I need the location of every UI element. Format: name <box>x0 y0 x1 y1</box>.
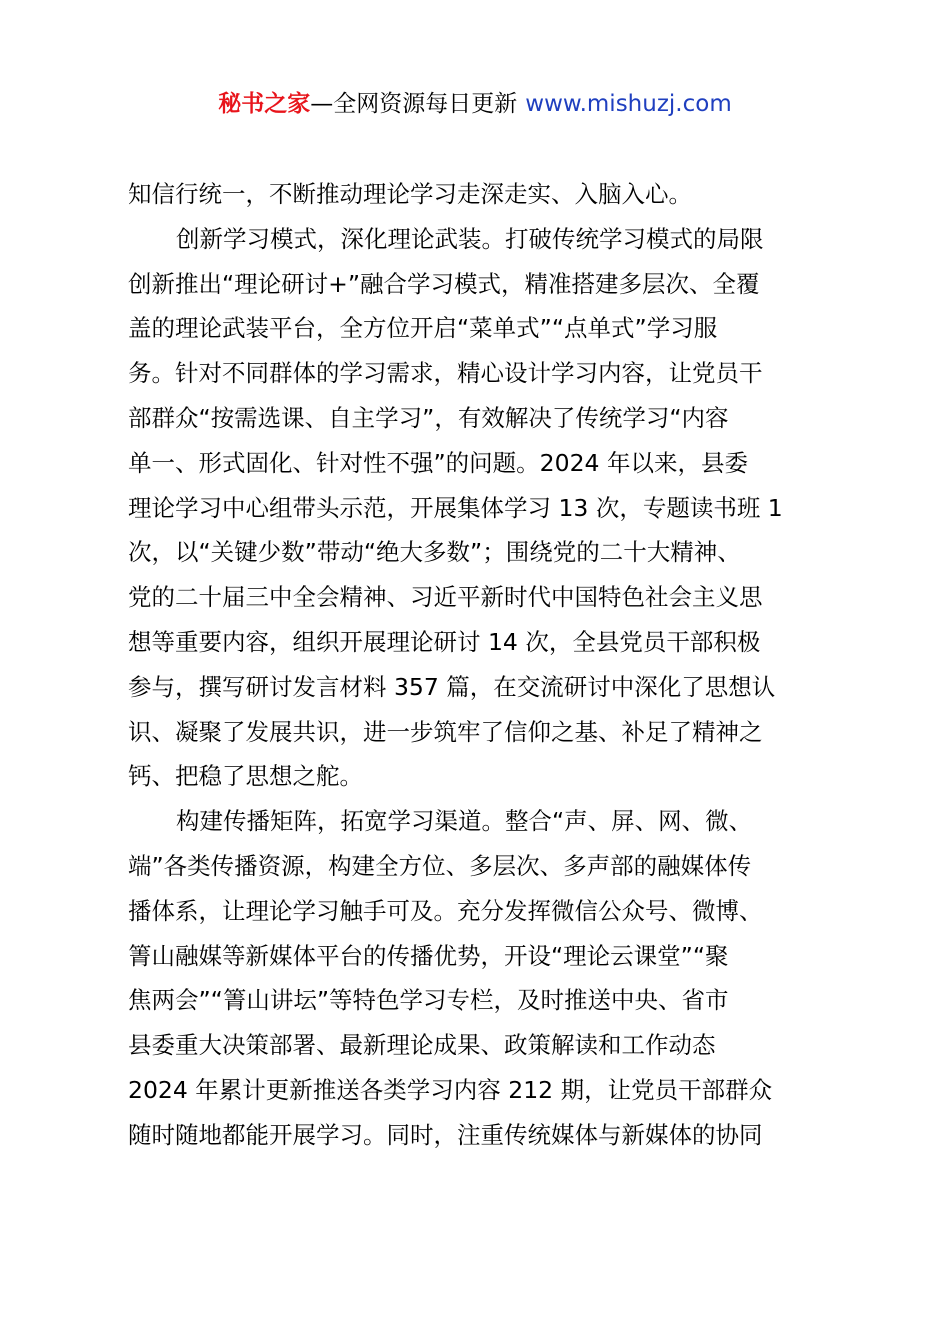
body-line: 识、凝聚了发展共识，进一步筑牢了信仰之基、补足了精神之 <box>128 717 763 746</box>
header-tagline: —全网资源每日更新 <box>310 91 518 117</box>
body-line: 理论学习中心组带头示范，开展集体学习 13 次，专题读书班 1 <box>128 493 783 522</box>
site-url-link[interactable]: www.mishuzj.com <box>525 91 732 117</box>
body-line: 随时随地都能开展学习。同时，注重传统媒体与新媒体的协同 <box>128 1120 763 1149</box>
body-line: 焦两会”“箐山讲坛”等特色学习专栏，及时推送中央、省市 <box>128 986 729 1015</box>
body-line: 想等重要内容，组织开展理论研讨 14 次，全县党员干部积极 <box>128 627 761 656</box>
body-line: 盖的理论武装平台，全方位开启“菜单式”“点单式”学习服 <box>128 314 718 343</box>
body-line: 参与，撰写研讨发言材料 357 篇，在交流研讨中深化了思想认 <box>128 672 776 701</box>
paragraph-start-line: 构建传播矩阵，拓宽学习渠道。整合“声、屏、网、微、 <box>176 807 753 836</box>
body-line: 务。针对不同群体的学习需求，精心设计学习内容，让党员干 <box>128 359 763 388</box>
body-line: 县委重大决策部署、最新理论成果、政策解读和工作动态 <box>128 1031 716 1060</box>
body-line: 创新推出“理论研讨+”融合学习模式，精准搭建多层次、全覆 <box>128 269 760 298</box>
brand-name: 秘书之家 <box>218 91 311 117</box>
site-header <box>0 88 950 120</box>
body-line: 端”各类传播资源，构建全方位、多层次、多声部的融媒体传 <box>128 851 752 880</box>
paragraph-start-line: 创新学习模式，深化理论武装。打破传统学习模式的局限 <box>176 224 764 253</box>
body-line: 次，以“关键少数”带动“绝大多数”；围绕党的二十大精神、 <box>128 538 741 567</box>
body-line: 知信行统一，不断推动理论学习走深走实、入脑入心。 <box>128 180 692 208</box>
body-line: 箐山融媒等新媒体平台的传播优势，开设“理论云课堂”“聚 <box>128 941 729 970</box>
body-line: 2024 年累计更新推送各类学习内容 212 期，让党员干部群众 <box>128 1075 773 1104</box>
body-line: 部群众“按需选课、自主学习”，有效解决了传统学习“内容 <box>128 403 729 432</box>
document-body <box>128 172 848 1158</box>
body-line: 党的二十届三中全会精神、习近平新时代中国特色社会主义思 <box>128 583 763 612</box>
body-line: 钙、把稳了思想之舵。 <box>128 762 363 791</box>
body-line: 播体系，让理论学习触手可及。充分发挥微信公众号、微博、 <box>128 896 763 925</box>
body-line: 单一、形式固化、针对性不强”的问题。2024 年以来，县委 <box>128 448 748 477</box>
